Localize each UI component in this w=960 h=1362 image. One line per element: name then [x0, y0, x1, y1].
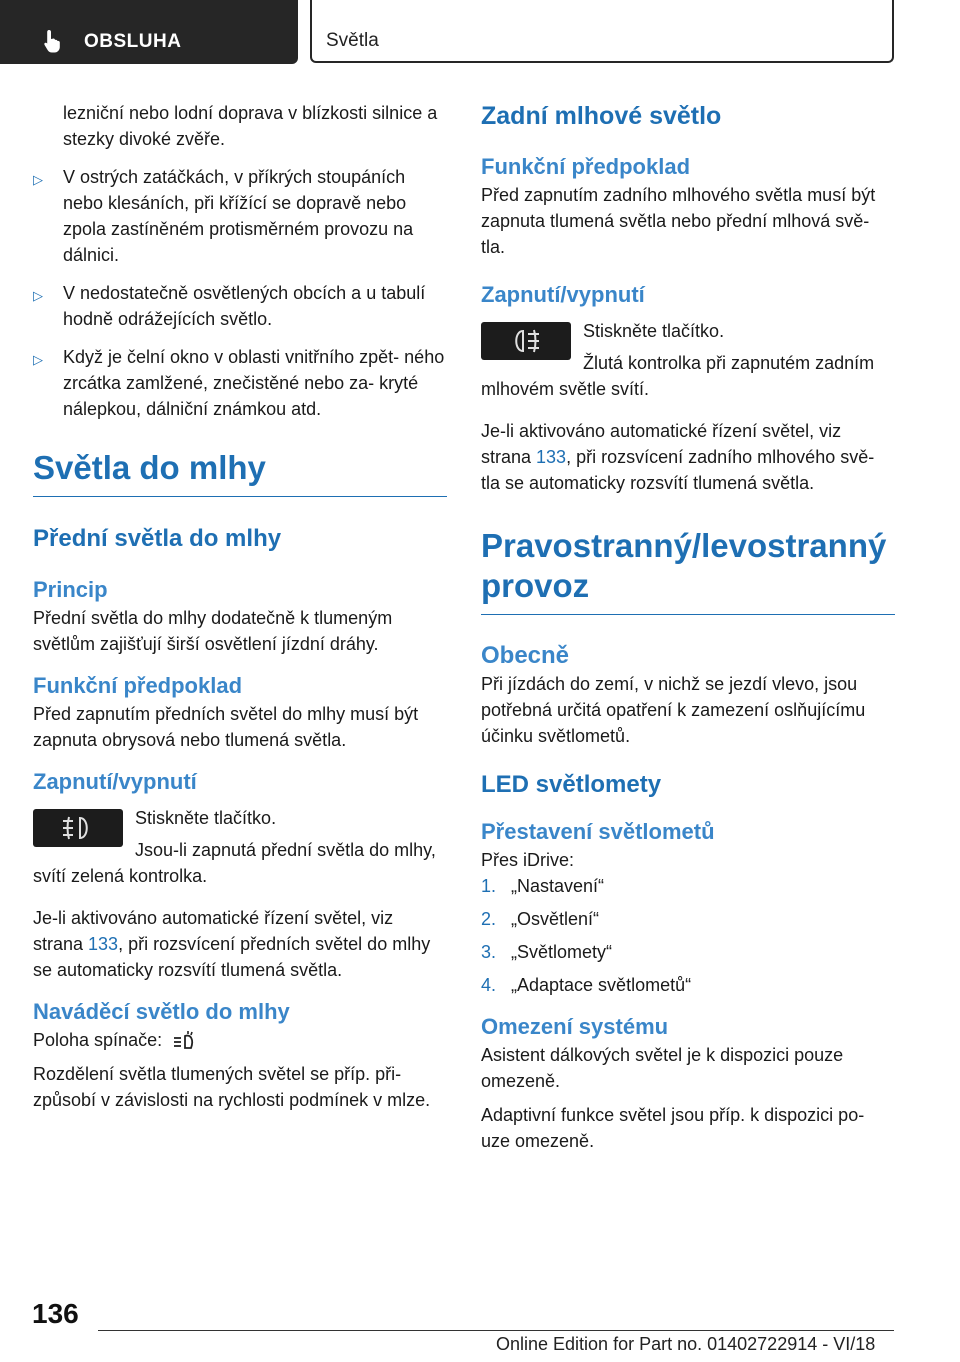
guide-light-text: Rozdělení světla tlumených světel se příp. při- způsobí v závislosti na rychlosti podmínek v mlze.: [33, 1064, 431, 1110]
hand-pointer-icon: [40, 28, 66, 54]
bullet-text: V ostrých zatáčkách, v příkrých stoupáních nebo klesáních, při křížící se dopravě nebo zpola zastíněném protisměrném provozu na dálnici.: [63, 167, 414, 265]
general-text: Při jízdách do zemí, v nichž se jezdí vlevo, jsou potřebná určitá opatření k zamezení oslňujícímu účinku světlometů.: [481, 674, 866, 746]
bullet-text: lezniční nebo lodní doprava v blízkosti silnice a stezky divoké zvěře.: [63, 103, 438, 149]
bullet-item: [33, 280, 447, 332]
front-fog-instruction: Stiskněte tlačítko.: [135, 808, 277, 828]
chapter-tab-label: OBSLUHA: [84, 31, 182, 52]
section-title: Světla: [326, 30, 379, 51]
rear-fog-light-icon: [481, 322, 571, 360]
bullet-text: V nedostatečně osvětlených obcích a u tabulí hodně odrážejících světlo.: [63, 283, 426, 329]
heading-on-off-rear: Zapnutí/vypnutí: [481, 282, 645, 307]
heading-precondition: Funkční předpoklad: [33, 673, 243, 698]
footer-divider: [98, 1330, 894, 1331]
right-column: [481, 100, 895, 1154]
heading-on-off: Zapnutí/vypnutí: [33, 769, 197, 794]
heading-led-headlights: LED světlomety: [481, 771, 662, 798]
list-item: 4. „Adaptace světlometů“: [481, 975, 692, 995]
page-link-133[interactable]: 133: [88, 934, 119, 954]
bullet-continuation: [33, 100, 447, 152]
switch-position-line: Poloha spínače:: [33, 1027, 447, 1053]
fog-guide-switch-icon: [171, 1030, 197, 1052]
heading-precondition-rear: Funkční předpoklad: [481, 154, 691, 179]
heading-principle: Princip: [33, 577, 108, 602]
auto-light-note-rear: Je-li aktivováno automatické řízení světel, viz strana 133, při rozsvícení zadního mlhového svě- tla se automaticky rozsvítí tlumená světla.: [481, 421, 875, 493]
page-link-133[interactable]: 133: [536, 447, 567, 467]
heading-system-limits: Omezení systému: [481, 1014, 669, 1039]
steps-list: [481, 873, 895, 998]
rear-fog-button[interactable]: [481, 322, 571, 360]
auto-light-note: Je-li aktivováno automatické řízení světel, viz strana 133, při rozsvícení předních světel do mlhy se automaticky rozsvítí tlumená světla.: [33, 908, 431, 980]
heading-rear-fog-light: Zadní mlhové světlo: [481, 102, 722, 130]
triangle-bullet-icon: ▷: [33, 352, 43, 367]
left-column: [33, 100, 447, 1113]
edition-text: Online Edition for Part no. 01402722914 - VI/18: [496, 1334, 876, 1354]
front-fog-button-row: [33, 805, 447, 889]
list-item: 2. „Osvětlení“: [481, 909, 600, 929]
heading-front-fog-lights: Přední světla do mlhy: [33, 525, 282, 552]
triangle-bullet-icon: ▷: [33, 288, 43, 303]
page-header: [0, 0, 960, 66]
heading-fog-lights: Světla do mlhy: [33, 448, 447, 497]
heading-traffic-side: Pravostranný/levostranný provoz: [481, 526, 895, 615]
principle-text: Přední světla do mlhy dodatečně k tlumeným světlům zajišťují širší osvětlení jízdní dráhy.: [33, 608, 393, 654]
list-item: 3. „Světlomety“: [481, 942, 613, 962]
bullet-item: [33, 344, 447, 422]
via-idrive: Přes iDrive:: [481, 850, 575, 870]
front-fog-button[interactable]: [33, 809, 123, 847]
chapter-tab[interactable]: [0, 0, 298, 64]
precondition-rear-text: Před zapnutím zadního mlhového světla musí být zapnuta tlumená světla nebo přední mlhová svě- tla.: [481, 185, 876, 257]
front-fog-indicator-text: Jsou-li zapnutá přední světla do mlhy, svítí zelená kontrolka.: [33, 840, 436, 886]
heading-guide-light: Naváděcí světlo do mlhy: [33, 999, 290, 1024]
precondition-text: Před zapnutím předních světel do mlhy musí být zapnuta obrysová nebo tlumená světla.: [33, 704, 419, 750]
page-number: 136: [32, 1298, 79, 1329]
bullet-text: Když je čelní okno v oblasti vnitřního zpět- ného zrcátka zamlžené, znečistěné nebo za- kryté nálepkou, dálniční známkou atd.: [63, 347, 445, 419]
rear-fog-button-row: [481, 318, 895, 402]
rear-fog-instruction: Stiskněte tlačítko.: [583, 321, 725, 341]
front-fog-light-icon: [33, 809, 123, 847]
section-title-box: [310, 0, 894, 63]
bullet-item: [33, 164, 447, 268]
rear-fog-indicator-text: Žlutá kontrolka při zapnutém zadním mlhovém světle svítí.: [481, 353, 875, 399]
list-item: 1. „Nastavení“: [481, 876, 605, 896]
limits-text-1: Asistent dálkových světel je k dispozici pouze omezeně.: [481, 1045, 844, 1091]
heading-adjust-headlights: Přestavení světlometů: [481, 819, 715, 844]
limits-text-2: Adaptivní funkce světel jsou příp. k dispozici po- uze omezeně.: [481, 1105, 865, 1151]
triangle-bullet-icon: ▷: [33, 172, 43, 187]
heading-general: Obecně: [481, 642, 570, 669]
